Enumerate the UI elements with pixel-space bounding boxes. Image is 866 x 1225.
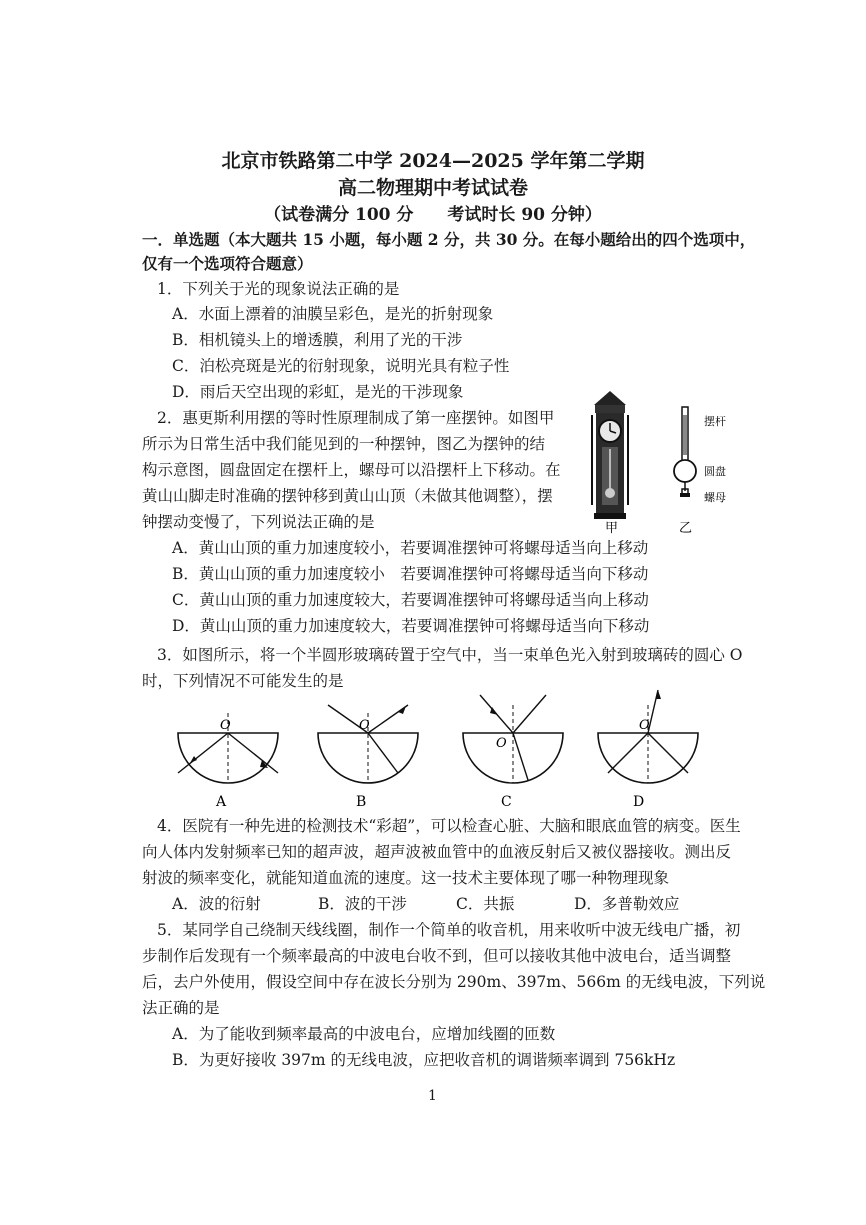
q3-stem-line2: 时，下列情况不可能发生的是 — [142, 672, 344, 690]
section-intro-line1: 一．单选题（本大题共 15 小题，每小题 2 分，共 30 分。在每小题给出的四个选项中， — [142, 230, 756, 249]
q2-stem-line2: 所示为日常生活中我们能见到的一种摆钟，图乙为摆钟的结 — [142, 435, 546, 453]
q1-option-b: B．相机镜头上的增透膜，利用了光的干涉 — [172, 331, 463, 349]
pendulum-clock-image — [592, 391, 628, 519]
q3-center-label-c: O — [496, 736, 507, 751]
q1-option-a: A．水面上漂着的油膜呈彩色，是光的折射现象 — [172, 305, 494, 323]
q5-stem-line3: 后，去户外使用，假设空间中存在波长分别为 290m、397m、566m 的无线电波，下列说 — [142, 973, 766, 991]
q2-stem-line5: 钟摆动变慢了，下列说法正确的是 — [142, 513, 375, 531]
q3-label-c: C — [501, 794, 512, 810]
q2-stem-line1: 2．惠更斯利用摆的等时性原理制成了第一座摆钟。如图甲 — [157, 409, 555, 427]
q5-stem-line2: 步制作后发现有一个频率最高的中波电台收不到，但可以接收其他中波电台，适当调整 — [142, 947, 732, 965]
q3-label-d: D — [633, 794, 645, 810]
q2-option-c: C．黄山山顶的重力加速度较大，若要调准摆钟可将螺母适当向上移动 — [172, 591, 649, 609]
exam-subtitle: 高二物理期中考试试卷 — [337, 177, 528, 199]
q4-option-b: B．波的干涉 — [318, 895, 407, 913]
label-rod: 摆杆 — [704, 415, 726, 428]
q2-option-d: D．黄山山顶的重力加速度较大，若要调准摆钟可将螺母适当向下移动 — [172, 617, 650, 635]
exam-info: （试卷满分 100 分 考试时长 90 分钟） — [264, 205, 602, 225]
q5-option-b: B．为更好接收 397m 的无线电波，应把收音机的调谐频率调到 756kHz — [172, 1051, 676, 1069]
figure-label-jia: 甲 — [605, 521, 619, 536]
q3-label-a: A — [216, 794, 227, 810]
q4-stem-line2: 向人体内发射频率已知的超声波，超声波被血管中的血液反射后又被仪器接收。测出反 — [142, 843, 732, 861]
q4-stem-line3: 射波的频率变化，就能知道血流的速度。这一技术主要体现了哪一种物理现象 — [142, 869, 670, 887]
q3-center-label-a: O — [220, 718, 231, 733]
q3-label-b: B — [356, 794, 367, 810]
q2-stem-line3: 构示意图，圆盘固定在摆杆上，螺母可以沿摆杆上下移动。在 — [142, 461, 561, 479]
q2-stem-line4: 黄山山脚走时准确的摆钟移到黄山山顶（未做其他调整），摆 — [142, 487, 553, 505]
q2-figure — [580, 385, 730, 545]
page-number: 1 — [428, 1088, 437, 1104]
q1-stem: 1．下列关于光的现象说法正确的是 — [157, 280, 400, 298]
label-disc: 圆盘 — [704, 465, 726, 478]
pendulum-structure-diagram — [674, 407, 696, 497]
q5-option-a: A．为了能收到频率最高的中波电台，应增加线圈的匝数 — [172, 1025, 556, 1043]
q3-stem-line1: 3．如图所示，将一个半圆形玻璃砖置于空气中，当一束单色光入射到玻璃砖的圆心 O — [157, 646, 743, 664]
q3-center-label-d: O — [639, 718, 650, 733]
q3-center-label-b: O — [359, 718, 370, 733]
section-intro-line2: 仅有一个选项符合题意） — [142, 254, 313, 273]
q3-diagram-c — [463, 695, 563, 783]
q2-option-a: A．黄山山顶的重力加速度较小，若要调准摆钟可将螺母适当向上移动 — [172, 539, 649, 557]
q5-stem-line4: 法正确的是 — [142, 999, 220, 1017]
q4-option-c: C．共振 — [456, 895, 515, 913]
figure-label-yi: 乙 — [679, 521, 693, 536]
q3-diagram-a — [178, 713, 278, 783]
q3-diagram-d — [598, 690, 698, 783]
q1-option-d: D．雨后天空出现的彩虹，是光的干涉现象 — [172, 383, 464, 401]
q5-stem-line1: 5．某同学自己绕制天线线圈，制作一个简单的收音机，用来收听中波无线电广播，初 — [157, 921, 741, 939]
label-nut: 螺母 — [704, 491, 726, 504]
q4-option-a: A．波的衍射 — [172, 895, 261, 913]
q4-option-d: D．多普勒效应 — [574, 895, 680, 913]
q3-figures — [150, 685, 710, 815]
q3-diagram-b — [318, 705, 418, 783]
q1-option-c: C．泊松亮斑是光的衍射现象，说明光具有粒子性 — [172, 357, 510, 375]
q4-stem-line1: 4．医院有一种先进的检测技术“彩超”，可以检查心脏、大脑和眼底血管的病变。医生 — [157, 817, 741, 835]
q2-option-b: B．黄山山顶的重力加速度较小 若要调准摆钟可将螺母适当向下移动 — [172, 565, 649, 583]
exam-title: 北京市铁路第二中学 2024—2025 学年第二学期 — [221, 150, 645, 172]
